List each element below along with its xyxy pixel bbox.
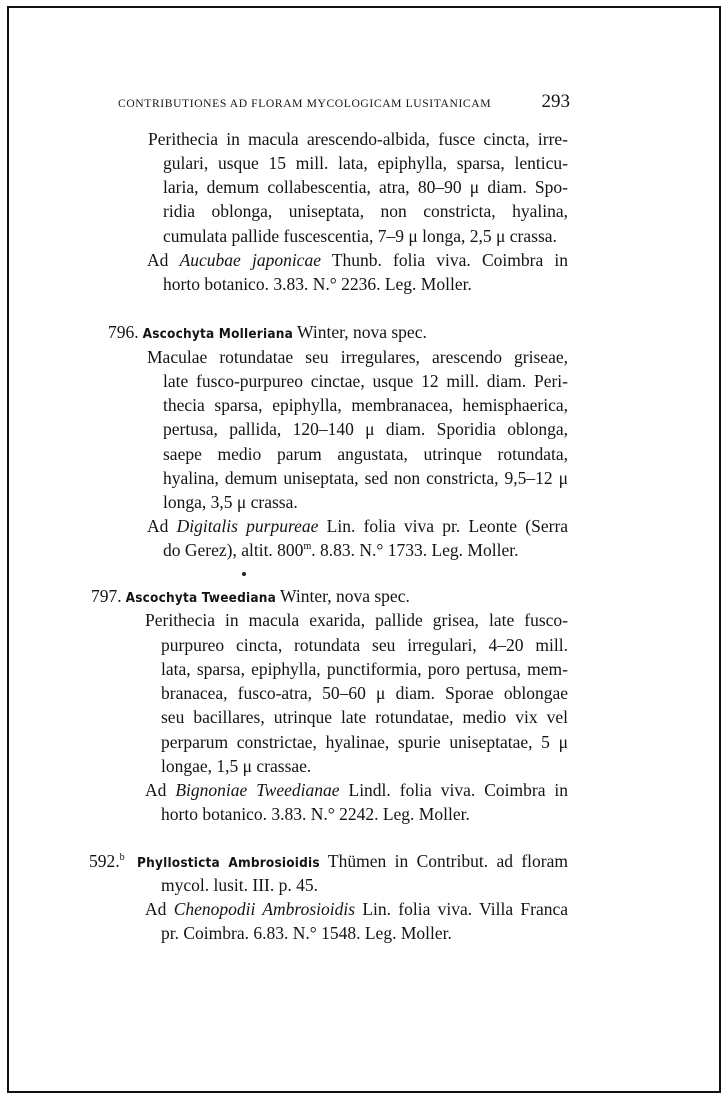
host-rest: Lin. folia viva pr. Leonte (Serra — [326, 516, 569, 536]
host-taxon: Chenopodii Ambrosioidis — [173, 899, 356, 919]
entry-796-line-2: late fusco-purpureo cinctae, usque 12 mill. diam. Peri- — [163, 371, 568, 391]
host-rest: Lindl. folia viva. Coimbra in — [348, 780, 569, 800]
species-name: Ascochyta Tweediana — [125, 590, 276, 606]
entry-796-line-5: saepe medio parum angustata, utrinque rotundata, — [163, 444, 568, 464]
entry-797-line-7: longae, 1,5 μ crassae. — [161, 756, 312, 776]
entry-796-title — [108, 321, 427, 345]
intro-host-line — [147, 249, 568, 271]
host-prefix: Ad — [145, 899, 167, 919]
author-note: Thümen in Contribut. ad floram — [327, 851, 569, 871]
intro-line-4: ridia oblonga, uniseptata, non constricta, hyalina, — [163, 201, 568, 221]
meter-superscript: m — [303, 541, 312, 553]
host-rest: Lin. folia viva. Villa Franca — [362, 899, 568, 919]
intro-line-1: Perithecia in macula arescendo-albida, fusce cincta, irre- — [148, 129, 568, 149]
entry-797-line-3: lata, sparsa, epiphylla, punctiformia, poro pertusa, mem- — [161, 659, 568, 679]
running-title: CONTRIBUTIONES AD FLORAM MYCOLOGICAM LUSITANICAM — [118, 97, 492, 110]
species-name: Ascochyta Molleriana — [142, 326, 293, 342]
entry-number: 796. — [108, 322, 139, 342]
host-locality: do Gerez), altit. 800 — [163, 540, 304, 560]
host-taxon: Digitalis purpureae — [176, 516, 319, 536]
host-taxon: Aucubae japonicae — [179, 250, 321, 270]
entry-796-host-line — [147, 515, 568, 537]
host-rest: Thunb. folia viva. Coimbra in — [331, 250, 568, 270]
host-prefix: Ad — [145, 780, 167, 800]
entry-797-line-2: purpureo cincta, rotundata seu irregulari, 4–20 mill. — [161, 635, 568, 655]
intro-line-3: laria, demum collabescentia, atra, 80–90 μ diam. Spo- — [163, 177, 568, 197]
entry-797-host-line-2: horto botanico. 3.83. N.° 2242. Leg. Moller. — [161, 804, 470, 824]
entry-796-line-7: longa, 3,5 μ crassa. — [163, 492, 298, 512]
entry-592b-title-line-2: mycol. lusit. III. p. 45. — [161, 875, 318, 895]
page-number: 293 — [541, 91, 570, 112]
entry-592b-host-line — [145, 898, 568, 920]
entry-797-title — [91, 585, 410, 609]
entry-797-line-6: perparum constrictae, hyalinae, spurie uniseptatae, 5 μ — [161, 732, 568, 752]
entry-797-line-1: Perithecia in macula exarida, pallide grisea, late fusco- — [145, 610, 568, 630]
entry-796-line-6: hyalina, demum uniseptata, sed non constricta, 9,5–12 μ — [163, 468, 568, 488]
running-header — [118, 92, 570, 114]
entry-796-line-4: pertusa, pallida, 120–140 μ diam. Sporidia oblonga, — [163, 419, 568, 439]
entry-797-line-5: seu bacillares, utrinque late rotundatae, medio vix vel — [161, 707, 568, 727]
entry-592b-host-line-2: pr. Coimbra. 6.83. N.° 1548. Leg. Moller. — [161, 923, 452, 943]
intro-line-2: gulari, usque 15 mill. lata, epiphylla, sparsa, lenticu- — [163, 153, 568, 173]
author-note: Winter, nova spec. — [297, 322, 427, 342]
species-name: Phyllosticta Ambrosioidis — [137, 855, 320, 871]
entry-797-host-line — [145, 779, 568, 801]
entry-number: 797. — [91, 586, 122, 606]
entry-592b-title — [89, 850, 568, 874]
intro-line-5: cumulata pallide fuscescentia, 7–9 μ longa, 2,5 μ crassa. — [163, 226, 557, 246]
author-note: Winter, nova spec. — [280, 586, 410, 606]
entry-number-group — [89, 851, 125, 871]
entry-796-line-1: Maculae rotundatae seu irregulares, arescendo griseae, — [147, 347, 568, 367]
entry-797-line-4: branacea, fusco-atra, 50–60 μ diam. Sporae oblongae — [161, 683, 568, 703]
host-prefix: Ad — [147, 250, 169, 270]
entry-796-line-3: thecia sparsa, epiphylla, membranacea, hemisphaerica, — [163, 395, 568, 415]
ink-dot — [242, 572, 246, 576]
entry-number: 592. — [89, 851, 120, 871]
host-prefix: Ad — [147, 516, 169, 536]
entry-796-host-line-2 — [163, 539, 518, 561]
host-taxon: Bignoniae Tweedianae — [175, 780, 340, 800]
host-collection: . 8.83. N.° 1733. Leg. Moller. — [311, 540, 519, 560]
intro-host-line-2: horto botanico. 3.83. N.° 2236. Leg. Moller. — [163, 274, 472, 294]
entry-number-superscript: b — [119, 852, 125, 864]
